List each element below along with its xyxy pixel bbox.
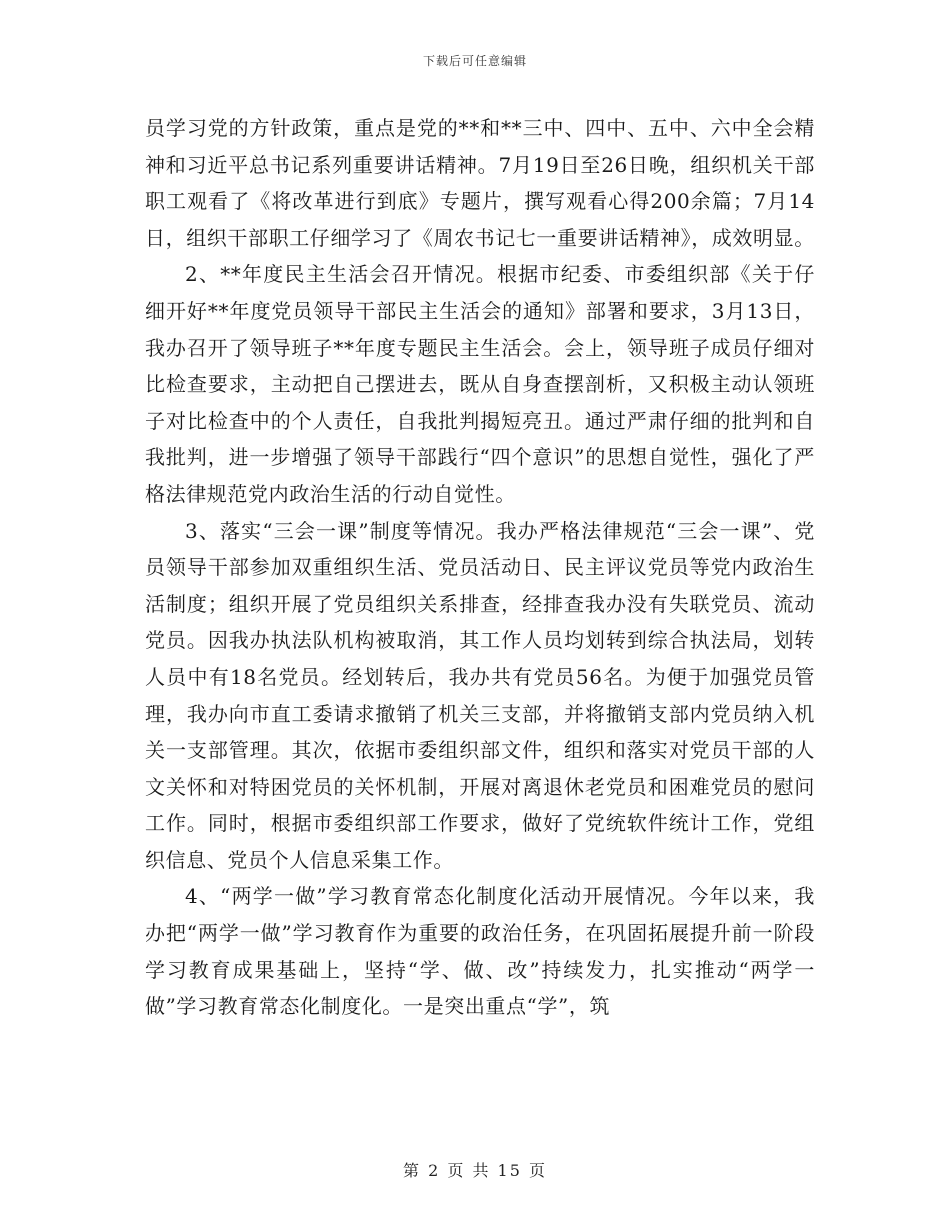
page-number: 第 2 页 共 15 页 [403, 1161, 547, 1180]
header-note: 下载后可任意编辑 [422, 54, 527, 68]
paragraph-democratic-life-meeting: 2、**年度民主生活会召开情况。根据市纪委、市委组织部《关于仔细开好**年度党员领导干部民主生活会的通知》部署和要求，3月13日，我办召开了领导班子**年度专题民主生活会。会上，领导班子成员仔细对比检查要求，主动把自己摆进去，既从自身查摆剖析，又积极主动认领班子对比检查中的个人责任，自我批判揭短亮丑。通过严肃仔细的批判和自我批判，进一步增强了领导干部践行“四个意识”的思想自觉性，强化了严格法律规范党内政治生活的行动自觉性。 [145, 262, 815, 506]
paragraph-two-studies-one-action: 4、“两学一做”学习教育常态化制度化活动开展情况。今年以来，我办把“两学一做”学习教育作为重要的政治任务，在巩固拓展提升前一阶段学习教育成果基础上，坚持“学、做、改”持续发力，扎实推动“两学一做”学习教育常态化制度化。一是突出重点“学”，筑 [145, 884, 815, 1019]
document-body [145, 110, 815, 1025]
paragraph-three-meetings-one-lesson: 3、落实“三会一课”制度等情况。我办严格法律规范“三会一课”、党员领导干部参加双重组织生活、党员活动日、民主评议党员等党内政治生活制度；组织开展了党员组织关系排查，经排查我办没有失联党员、流动党员。因我办执法队机构被取消，其工作人员均划转到综合执法局，划转人员中有18名党员。经划转后，我办共有党员56名。为便于加强党员管理，我办向市直工委请求撤销了机关三支部，并将撤销支部内党员纳入机关一支部管理。其次，依据市委组织部文件，组织和落实对党员干部的人文关怀和对特困党员的关怀机制，开展对离退休老党员和困难党员的慰问工作。同时，根据市委组织部工作要求，做好了党统软件统计工作，党组织信息、党员个人信息采集工作。 [145, 518, 815, 872]
paragraph-continuation: 员学习党的方针政策，重点是党的**和**三中、四中、五中、六中全会精神和习近平总书记系列重要讲话精神。7月19日至26日晚，组织机关干部职工观看了《将改革进行到底》专题片，撰写观看心得200余篇；7月14日，组织干部职工仔细学习了《周农书记七一重要讲话精神》，成效明显。 [145, 116, 815, 250]
